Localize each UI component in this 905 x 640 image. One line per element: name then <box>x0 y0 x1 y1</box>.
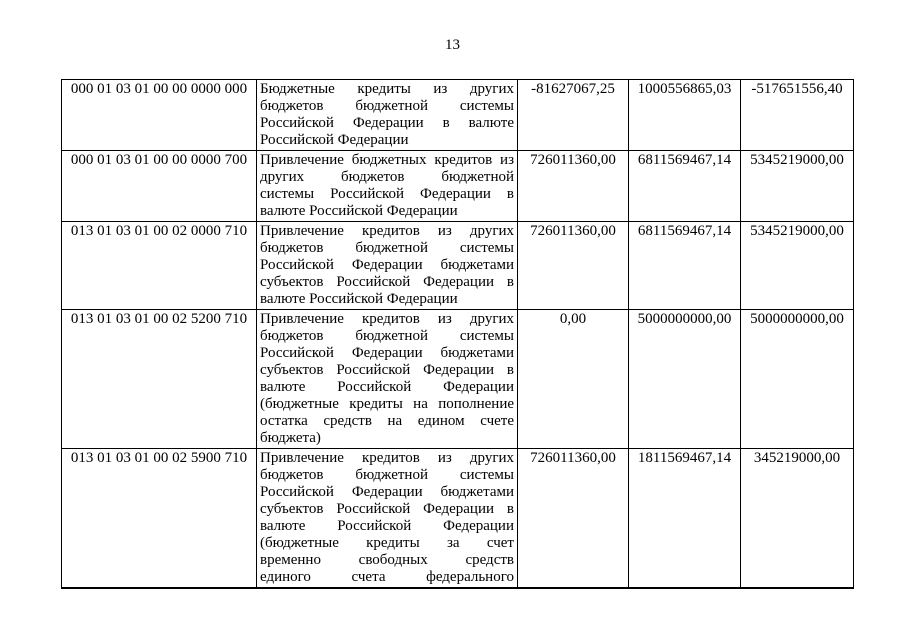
amount-cell-3: 5000000000,00 <box>741 310 854 449</box>
amount-cell-1: 0,00 <box>518 310 629 449</box>
budget-code-cell: 013 01 03 01 00 02 5900 710 <box>62 449 257 589</box>
description-line: бюджета) <box>260 430 321 446</box>
description-line: бюджетов бюджетной системы <box>260 467 514 483</box>
amount-cell-1: 726011360,00 <box>518 449 629 589</box>
table-row <box>62 310 854 449</box>
amount-cell-2: 6811569467,14 <box>629 151 741 222</box>
description-line: Привлечение кредитов из других <box>260 311 514 327</box>
description-line: бюджетов бюджетной системы <box>260 240 514 256</box>
description-line: остатка средств на едином счете <box>260 413 514 429</box>
table-row <box>62 80 854 151</box>
amount-cell-2: 1000556865,03 <box>629 80 741 151</box>
amount-cell-1: 726011360,00 <box>518 222 629 310</box>
description-line: бюджетов бюджетной системы <box>260 328 514 344</box>
amount-cell-2: 6811569467,14 <box>629 222 741 310</box>
description-cell <box>257 310 518 449</box>
description-line: Российской Федерации в валюте <box>260 115 514 131</box>
description-line: системы Российской Федерации в <box>260 186 514 202</box>
description-line: валюте Российской Федерации <box>260 379 514 395</box>
description-line: бюджетов бюджетной системы <box>260 98 514 114</box>
amount-cell-3: 5345219000,00 <box>741 151 854 222</box>
description-cell <box>257 151 518 222</box>
description-line: Российской Федерации бюджетами <box>260 345 514 361</box>
amount-cell-1: -81627067,25 <box>518 80 629 151</box>
amount-cell-3: 345219000,00 <box>741 449 854 589</box>
description-line: единого счета федерального <box>260 569 514 585</box>
description-line: Российской Федерации бюджетами <box>260 257 514 273</box>
budget-table <box>61 79 854 589</box>
amount-cell-3: -517651556,40 <box>741 80 854 151</box>
budget-code-cell: 000 01 03 01 00 00 0000 700 <box>62 151 257 222</box>
description-line: валюте Российской Федерации <box>260 518 514 534</box>
description-line: (бюджетные кредиты за счет <box>260 535 514 551</box>
description-cell <box>257 222 518 310</box>
amount-cell-1: 726011360,00 <box>518 151 629 222</box>
budget-code-cell: 013 01 03 01 00 02 0000 710 <box>62 222 257 310</box>
description-line: субъектов Российской Федерации в <box>260 501 514 517</box>
budget-code-cell: 000 01 03 01 00 00 0000 000 <box>62 80 257 151</box>
description-line: Привлечение кредитов из других <box>260 450 514 466</box>
amount-cell-2: 5000000000,00 <box>629 310 741 449</box>
description-line: (бюджетные кредиты на пополнение <box>260 396 514 412</box>
description-line: Российской Федерации бюджетами <box>260 484 514 500</box>
table-row <box>62 151 854 222</box>
description-line: Российской Федерации <box>260 132 409 148</box>
description-line: Привлечение бюджетных кредитов из <box>260 152 514 168</box>
amount-cell-2: 1811569467,14 <box>629 449 741 589</box>
page-number: 13 <box>445 37 460 53</box>
description-line: субъектов Российской Федерации в <box>260 274 514 290</box>
description-cell <box>257 80 518 151</box>
description-line: других бюджетов бюджетной <box>260 169 514 185</box>
amount-cell-3: 5345219000,00 <box>741 222 854 310</box>
description-line: субъектов Российской Федерации в <box>260 362 514 378</box>
description-cell <box>257 449 518 589</box>
budget-code-cell: 013 01 03 01 00 02 5200 710 <box>62 310 257 449</box>
description-line: временно свободных средств <box>260 552 514 568</box>
description-line: валюте Российской Федерации <box>260 291 458 307</box>
table-row <box>62 449 854 589</box>
description-line: Привлечение кредитов из других <box>260 223 514 239</box>
description-line: Бюджетные кредиты из других <box>260 81 514 97</box>
table-row <box>62 222 854 310</box>
description-line: валюте Российской Федерации <box>260 203 458 219</box>
